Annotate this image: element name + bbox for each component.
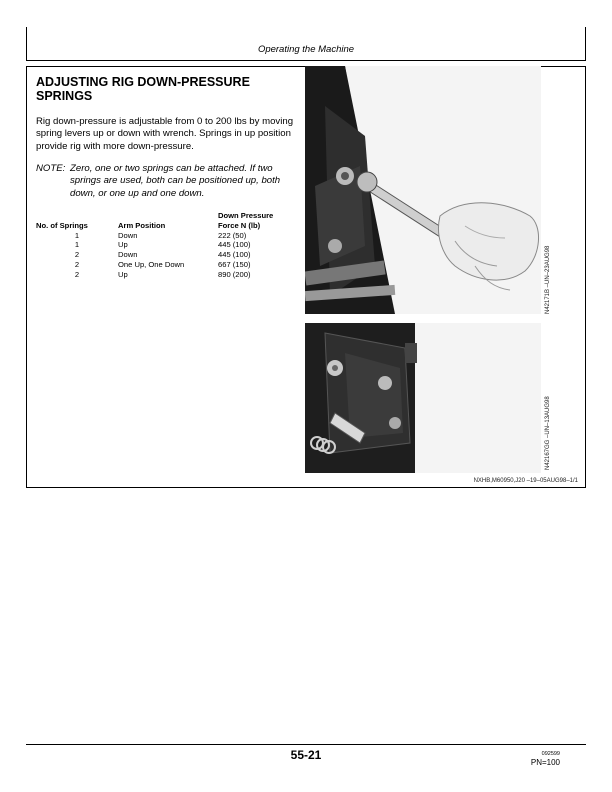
note-text: Zero, one or two springs can be attached. If two springs are used, both can be positioned up, both down, or one up and one down. [70,163,281,199]
header-force-line1: Down Pressure [218,211,274,220]
table-row [36,240,308,250]
footer-code: 092599 [541,751,560,757]
footer-pn: PN=100 [530,758,560,767]
section-title [36,75,286,103]
figure-2-id: N42167GG –UN–13AUG98 [545,396,551,470]
header-rule [26,60,586,61]
cell-force: 445 (100) [218,250,251,260]
cell-springs: 1 [74,240,80,250]
cell-springs: 2 [74,259,80,269]
note-label: NOTE: [36,163,66,174]
table-row [36,270,308,280]
cell-position: Up [118,240,128,250]
cell-force: 890 (200) [218,269,251,279]
cell-force: 445 (100) [218,240,251,250]
figure-1-id: N42171B –UN–23AUG98 [545,245,551,314]
intro-paragraph: Rig down-pressure is adjustable from 0 to 200 lbs by moving spring levers up or down with wrench. Springs in up position provide rig with more down-pressure. [36,116,294,152]
document-reference: NXHB,M60950,J20 –19–05AUG98–1/1 [473,478,578,484]
cell-position: Down [118,250,138,260]
table-row [36,250,308,260]
cell-position: Down [118,230,138,240]
header-force-line2: Force N (lb) [218,220,261,230]
header-springs: No. of Springs [36,220,88,230]
page-header: Operating the Machine [257,44,355,55]
header-position: Arm Position [118,220,166,230]
section-title-line2: SPRINGS [36,89,93,103]
page-number: 55-21 [290,748,322,762]
table-row [36,231,308,241]
cell-springs: 2 [74,269,80,279]
table-header-row [36,211,308,231]
cell-springs: 1 [74,230,80,240]
spring-lever-closeup-photo [305,323,541,473]
footer-rule [26,744,586,745]
cell-force: 222 (50) [218,230,247,240]
cell-position: Up [118,269,128,279]
cell-force: 667 (150) [218,259,251,269]
wrench-on-spring-lever-photo [305,66,541,314]
note-block [36,163,301,200]
section-title-line1: ADJUSTING RIG DOWN-PRESSURE [36,75,250,89]
table-row [36,260,308,270]
header-force [218,211,308,231]
down-pressure-table [36,211,308,280]
cell-springs: 2 [74,250,80,260]
cell-position: One Up, One Down [118,259,185,269]
